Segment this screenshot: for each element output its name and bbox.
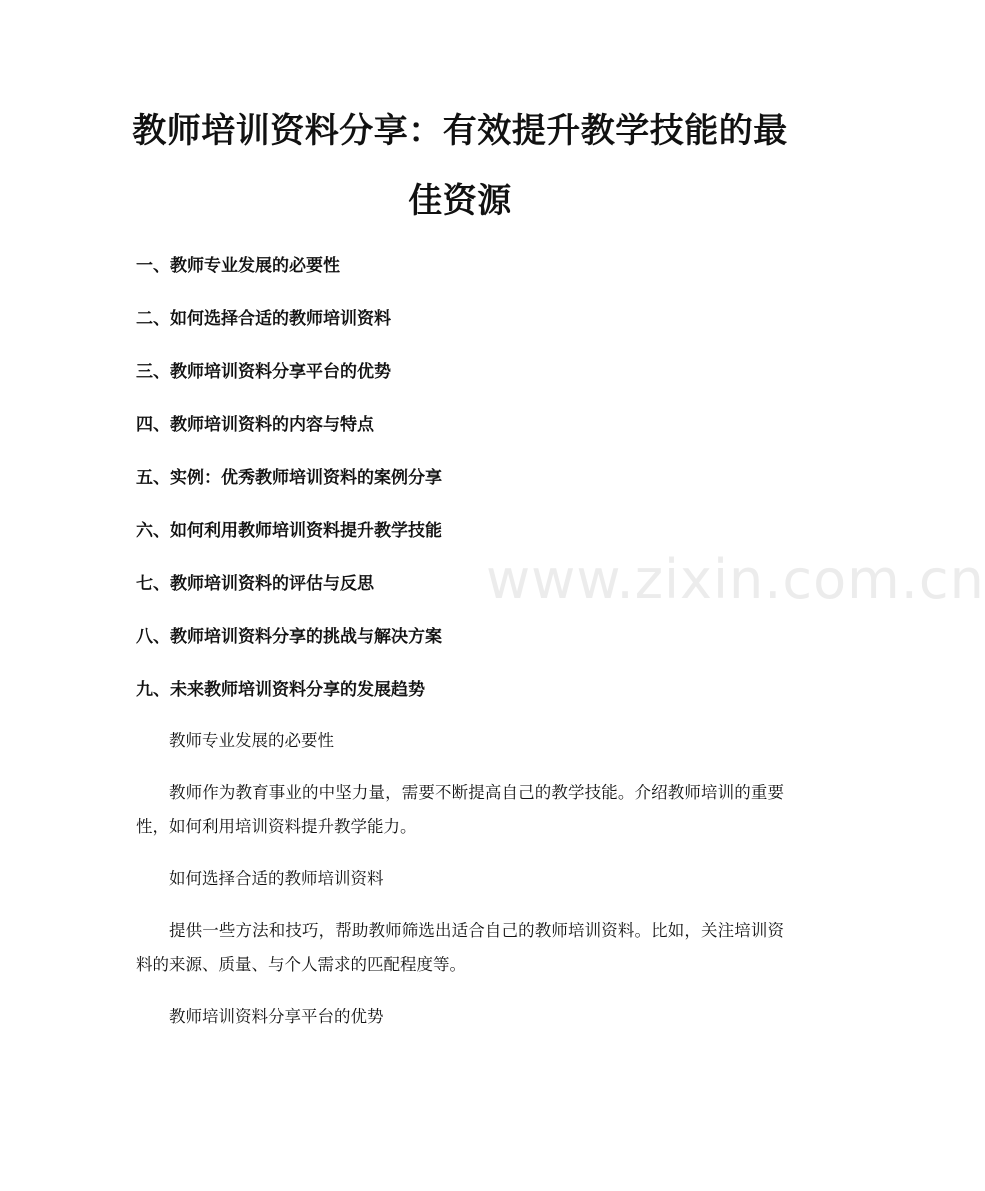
toc-item: 一、教师专业发展的必要性 <box>136 256 340 276</box>
section-paragraph: 提供一些方法和技巧，帮助教师筛选出适合自己的教师培训资料。比如，关注培训资料的来源、质量、与个人需求的匹配程度等。 <box>136 921 784 974</box>
toc-item: 四、教师培训资料的内容与特点 <box>136 415 374 435</box>
document-title: 教师培训资料分享：有效提升教学技能的最佳资源 <box>132 111 788 221</box>
table-of-contents <box>136 248 796 725</box>
toc-item: 三、教师培训资料分享平台的优势 <box>136 362 391 382</box>
toc-item: 九、未来教师培训资料分享的发展趋势 <box>136 680 425 700</box>
section-heading: 教师专业发展的必要性 <box>169 731 334 750</box>
section-paragraph: 教师作为教育事业的中坚力量，需要不断提高自己的教学技能。介绍教师培训的重要性，如何利用培训资料提升教学能力。 <box>136 783 784 836</box>
toc-item: 八、教师培训资料分享的挑战与解决方案 <box>136 627 442 647</box>
section-heading: 如何选择合适的教师培训资料 <box>169 869 384 888</box>
toc-item: 二、如何选择合适的教师培训资料 <box>136 309 391 329</box>
toc-item: 七、教师培训资料的评估与反思 <box>136 574 374 594</box>
watermark: www.zixin.com.cn <box>486 548 985 611</box>
document-body <box>136 724 784 1052</box>
section-heading: 教师培训资料分享平台的优势 <box>169 1007 384 1026</box>
toc-item: 六、如何利用教师培训资料提升教学技能 <box>136 521 442 541</box>
toc-item: 五、实例：优秀教师培训资料的案例分享 <box>136 468 442 488</box>
